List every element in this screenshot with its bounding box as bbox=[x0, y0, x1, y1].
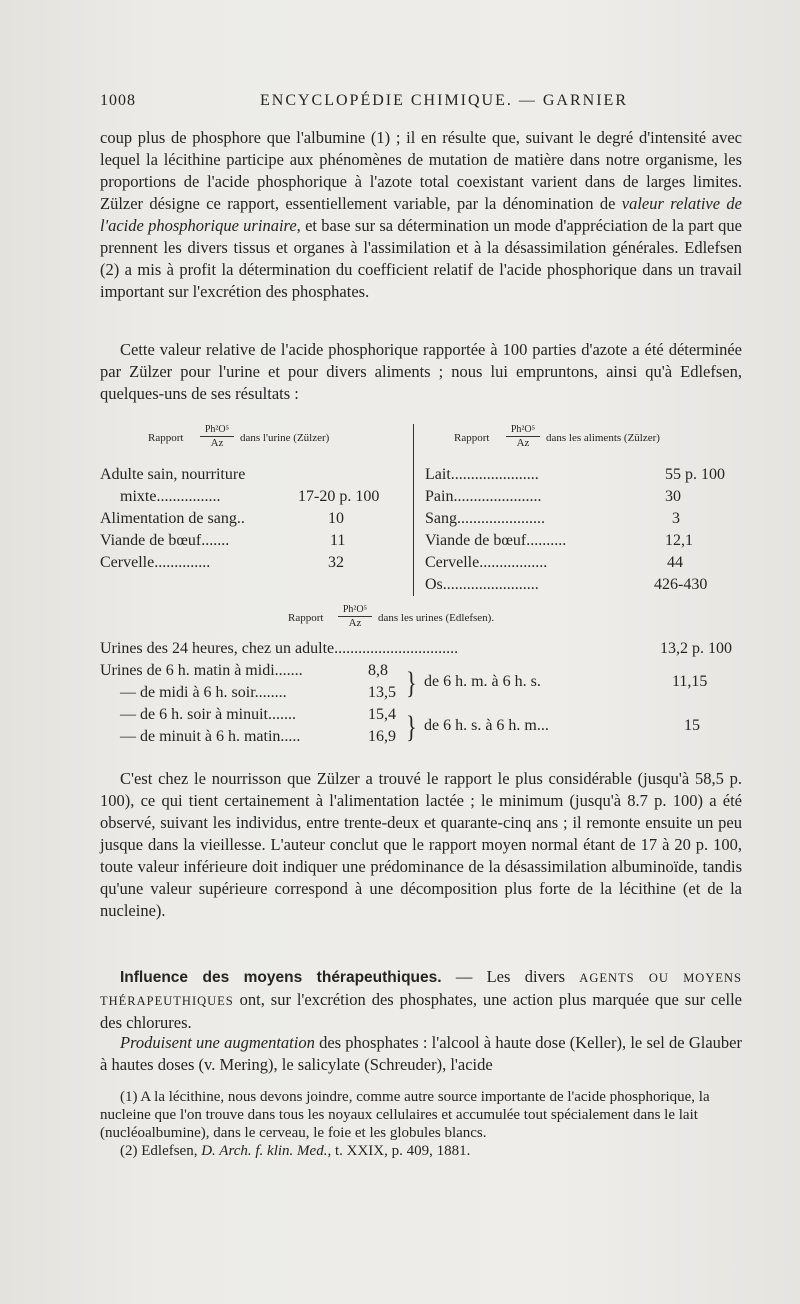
right-caption-fraction bbox=[506, 424, 540, 449]
left-row-label: Adulte sain, nourriture bbox=[100, 466, 246, 483]
urines-fraction-numerator: Ph²O⁵ bbox=[338, 604, 372, 617]
para2-text: Cette valeur relative de l'acide phosphorique rapportée à 100 parties d'azote a été déterminée par Zülzer pour l'urine et pour divers aliments ; nous lui empruntons, ainsi qu'à Edlefsen, quelques-uns de ses résultats : bbox=[100, 340, 742, 403]
left-row-label: Cervelle.............. bbox=[100, 554, 211, 571]
urines-group-day-value: 11,15 bbox=[672, 673, 708, 690]
right-row-value: 55 p. 100 bbox=[665, 466, 725, 483]
left-row-value: 32 bbox=[328, 554, 344, 571]
urines-caption-fraction bbox=[338, 604, 372, 629]
left-caption-rapport: Rapport bbox=[148, 432, 184, 444]
para4-smallcaps: AGENTS OU MOYENS THÉRAPEUTHIQUES bbox=[100, 971, 742, 1008]
edlefsen-table bbox=[100, 604, 742, 754]
right-row-label: Sang...................... bbox=[425, 510, 545, 527]
urines-row-value: 16,9 bbox=[368, 728, 396, 745]
urines-row-value: 15,4 bbox=[368, 706, 396, 723]
footnote-1: (1) A la lécithine, nous devons joindre, comme autre source importante de l'acide phosphorique, la nucleine que l'on trouve dans tous les noyaux cellulaires et accumulée tout spécialement dans le lait (nucléoalbumine), dans le cerveau, le foie et les globules blancs. bbox=[100, 1089, 710, 1141]
urines-group-night-label: de 6 h. s. à 6 h. m... bbox=[424, 717, 549, 734]
urines-row-label: — de minuit à 6 h. matin..... bbox=[120, 728, 301, 745]
footnote-2-author: (2) Edlefsen, bbox=[120, 1143, 202, 1159]
right-row-label: Viande de bœuf.......... bbox=[425, 532, 567, 549]
left-row-value: 11 bbox=[330, 532, 346, 549]
urines-caption-desc: dans les urines (Edlefsen). bbox=[378, 612, 495, 624]
right-fraction-denominator: Az bbox=[516, 437, 530, 449]
zulzer-tables bbox=[100, 424, 742, 600]
urines-row-label: — de 6 h. soir à minuit....... bbox=[120, 706, 296, 723]
brace-day: } bbox=[406, 664, 417, 700]
brace-night: } bbox=[406, 708, 417, 744]
para1-text-b: , et base sur sa détermination un mode d'appréciation de la part que prennent les divers tissus et organes à l'assimilation et à la désassimilation générales. Edlefsen (2) a mis à profit la détermination du coefficient relatif de l'acide phosphorique dans un travail important sur l'excrétion des phosphates. bbox=[100, 216, 742, 301]
urines-row-total bbox=[100, 640, 458, 658]
urines-fraction-denominator: Az bbox=[348, 617, 362, 629]
urines-row-value: 8,8 bbox=[368, 662, 388, 679]
section-heading: Influence des moyens thérapeuthiques. bbox=[120, 969, 442, 986]
urines-row-4 bbox=[120, 728, 300, 746]
urines-group-night-value: 15 bbox=[684, 717, 700, 734]
left-row-label: mixte................ bbox=[120, 488, 221, 505]
page-header bbox=[100, 92, 744, 114]
para3-text: C'est chez le nourrisson que Zülzer a trouvé le rapport le plus considérable (jusqu'à 58,5 p. 100), ce qui tient certainement à l'alimentation lactée ; le minimum (jusqu'à 8.7 p. 100) a été observé, suivant les individus, entre trente-deux et quarante-cinq ans ; il remonte ensuite un peu jusque dans la vieillesse. L'auteur conclut que le rapport moyen normal étant de 17 à 20 p. 100, toute valeur inférieure doit indiquer une prédominance de la désassimilation albuminoïde, tandis qu'une valeur supérieure correspond à une décomposition plus forte de la lécithine (et de la nucleine). bbox=[100, 769, 742, 920]
urines-row-total-value: 13,2 p. 100 bbox=[660, 640, 732, 657]
paragraph-influence bbox=[100, 966, 742, 1034]
right-row-value: 3 bbox=[672, 510, 680, 527]
right-caption-desc: dans les aliments (Zülzer) bbox=[546, 432, 660, 444]
right-fraction-numerator: Ph²O⁵ bbox=[506, 424, 540, 437]
para4-text-b: ont, sur l'excrétion des phosphates, une action plus marquée que sur celle des chlorures. bbox=[100, 990, 742, 1032]
urines-row-label: — de midi à 6 h. soir........ bbox=[120, 684, 287, 701]
left-caption-fraction bbox=[200, 424, 234, 449]
para4-text-a: — Les divers bbox=[441, 967, 580, 986]
urines-caption-rapport: Rapport bbox=[288, 612, 324, 624]
urines-group-day-label: de 6 h. m. à 6 h. s. bbox=[424, 673, 541, 690]
para1-text-a: coup plus de phosphore que l'albumine (1) ; il en résulte que, suivant le degré d'intensité avec lequel la lécithine participe aux phénomènes de mutation de matière dans notre organisme, les proportions de l'acide phosphorique à l'azote total coexistant varient dans de larges limites. Zülzer désigne ce rapport, essentiellement variable, par la dénomination de bbox=[100, 128, 742, 213]
page-number: 1008 bbox=[100, 92, 136, 109]
right-row-value: 12,1 bbox=[665, 532, 693, 549]
footnote-2 bbox=[100, 1142, 742, 1160]
footnote-2-journal: D. Arch. f. klin. Med. bbox=[201, 1143, 328, 1159]
left-fraction-numerator: Ph²O⁵ bbox=[200, 424, 234, 437]
urines-row-label: Urines de 6 h. matin à midi....... bbox=[100, 662, 303, 679]
paragraph-valeur-relative bbox=[100, 339, 742, 405]
para5-text: des phosphates : l'alcool à haute dose (Keller), le sel de Glauber à hautes doses (v. Mering), le salicylate (Schreuder), l'acide bbox=[100, 1033, 742, 1074]
urines-row-label: Urines des 24 heures, chez un adulte............................... bbox=[100, 640, 459, 657]
left-row-label: Alimentation de sang.. bbox=[100, 510, 245, 527]
paragraph-nourrisson bbox=[100, 768, 742, 922]
right-row-value: 30 bbox=[665, 488, 681, 505]
para5-emphasis: Produisent une augmentation bbox=[120, 1033, 315, 1052]
footnotes bbox=[100, 1088, 742, 1160]
para1-emphasis: valeur relative de l'acide phosphorique urinaire bbox=[100, 194, 742, 235]
footnote-2-ref: , t. XXIX, p. 409, 1881. bbox=[327, 1143, 471, 1159]
right-row-label: Os........................ bbox=[425, 576, 539, 593]
left-row-value: 10 bbox=[328, 510, 344, 527]
left-row-label: Viande de bœuf....... bbox=[100, 532, 230, 549]
left-caption-desc: dans l'urine (Zülzer) bbox=[240, 432, 330, 444]
urines-row-1 bbox=[100, 662, 303, 680]
urines-row-3 bbox=[120, 706, 296, 724]
right-row-label: Lait...................... bbox=[425, 466, 539, 483]
right-caption-rapport: Rapport bbox=[454, 432, 490, 444]
urines-row-2 bbox=[120, 684, 287, 702]
urines-row-value: 13,5 bbox=[368, 684, 396, 701]
right-row-value: 426-430 bbox=[654, 576, 708, 593]
right-row-label: Pain...................... bbox=[425, 488, 542, 505]
right-row-label: Cervelle................. bbox=[425, 554, 548, 571]
running-title: ENCYCLOPÉDIE CHIMIQUE. — GARNIER bbox=[260, 92, 628, 109]
left-fraction-denominator: Az bbox=[210, 437, 224, 449]
paragraph-augmentation bbox=[100, 1032, 742, 1076]
table-divider bbox=[413, 424, 414, 596]
right-row-value: 44 bbox=[667, 554, 683, 571]
left-row-value: 17-20 p. 100 bbox=[298, 488, 380, 505]
paragraph-lecithine bbox=[100, 127, 742, 303]
